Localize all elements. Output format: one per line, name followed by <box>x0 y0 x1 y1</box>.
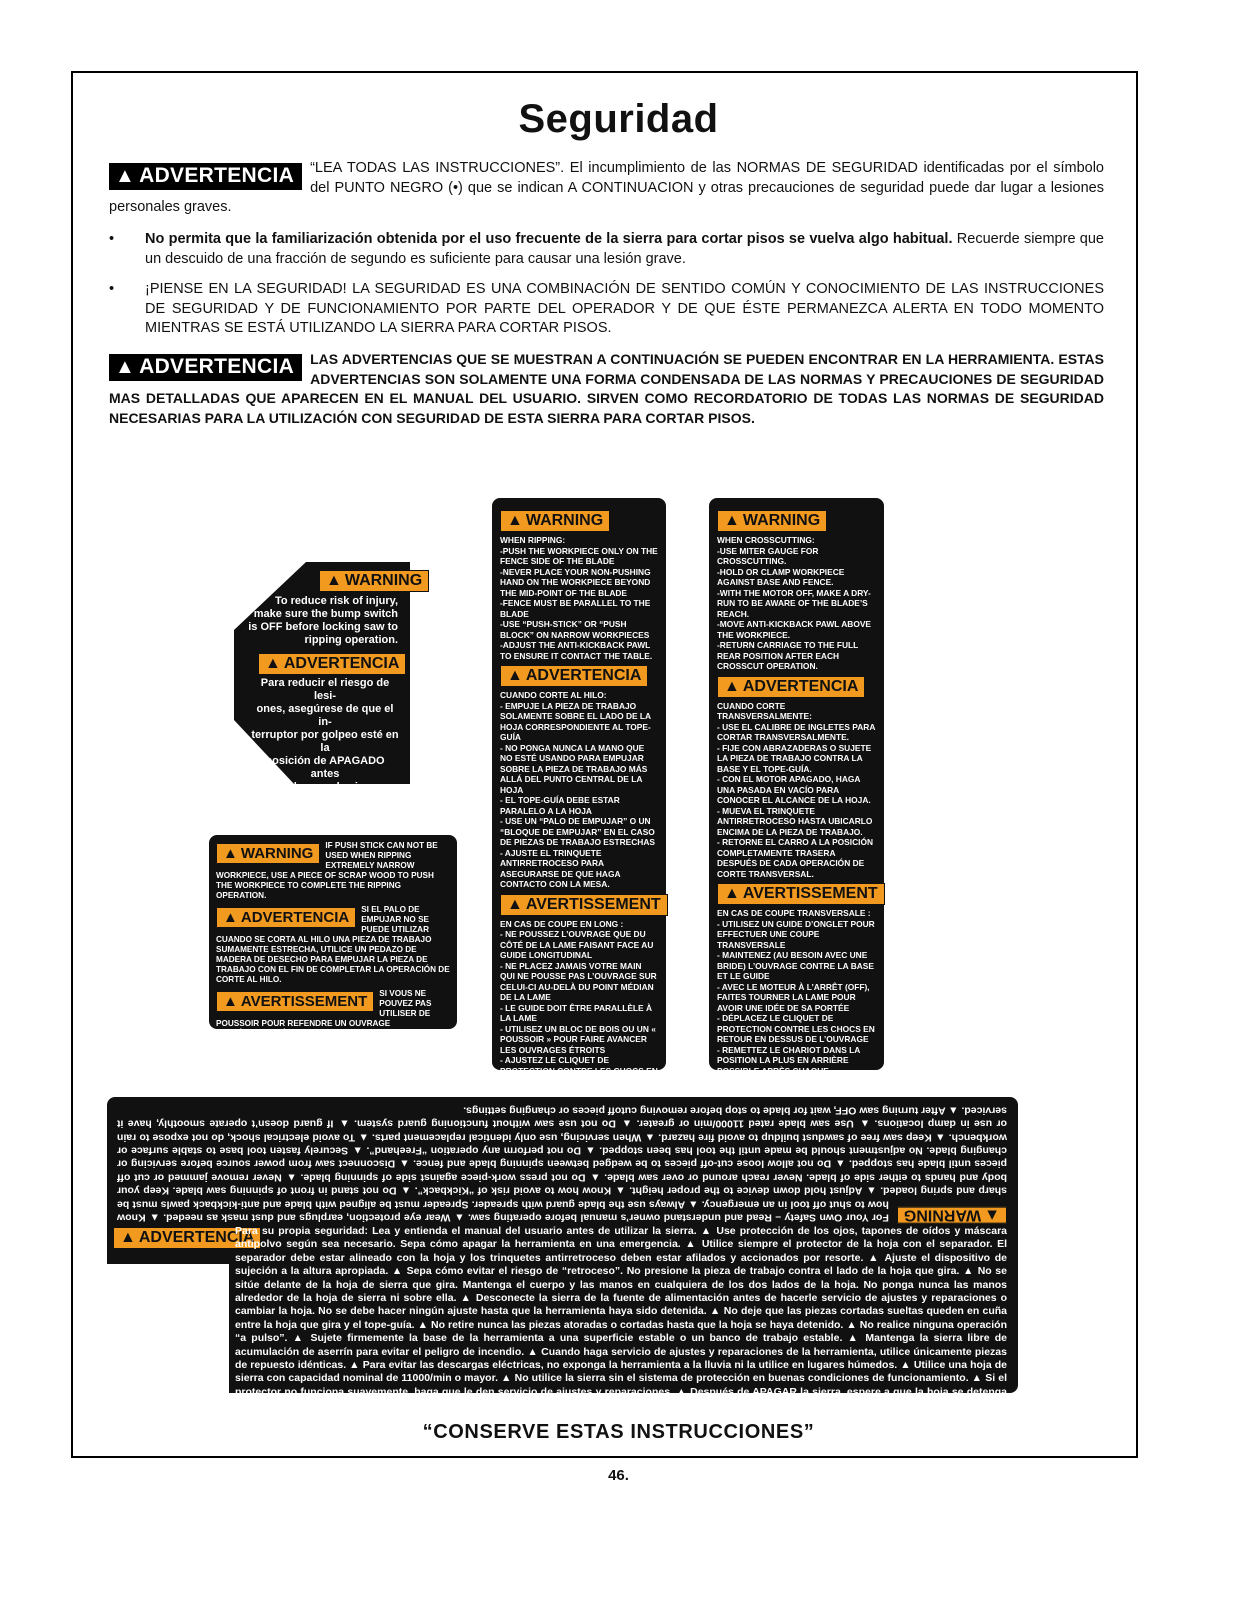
page-title: Seguridad <box>518 97 719 141</box>
warning-triangle-icon: ▲ <box>507 895 523 913</box>
ripping-label <box>492 498 666 1097</box>
avertissement-text: EN CAS DE COUPE EN LONG : - NE POUSSEZ L’OUVRAGE QUE DU CÔTÉ DE LA LAME FAISANT FACE AU GUIDE LONGITUDINAL - NE PLACEZ JAMAIS VOTRE MAIN QUI NE POUSSE PAS L’OUVRAGE SUR CELUI-CI AU-DELÀ DU POINT MÉDIAN DE LA LAME - LE GUIDE DOIT ÊTRE PARALLÈLE À LA LAME - UTILISEZ UN BLOC DE BOIS OU UN « POUSSOIR » POUR FAIRE AVANCER LES OUVRAGES ÉTROITS - AJUSTEZ LE CLIQUET DE PROTECTION CONTRE LES CHOCS EN RETOUR POUR ASSURER QU’IL EST BIEN EN CONTACT AVEC LA TABLE. <box>500 918 658 1097</box>
conserve-instructions-heading: “CONSERVE ESTAS INSTRUCCIONES” <box>422 1421 815 1443</box>
bullet-rest-text: Recuerde siempre que un descuido de una fracción de segundo es suficiente para causar una lesión grave. <box>145 231 1104 267</box>
warning-block <box>216 841 450 901</box>
avertissement-text: SI VOUS NE POUVEZ PAS UTILISER DE POUSSOIR POUR REFENDRE UN OUVRAGE EXTRÊMEMENT ÉTROIT, UTILISEZ UN MORCEAU DE BOIS POUR POUSSER L’OUVRAGE AFIN DE COMPLÉTER L’OPÉRATION DE REFENTE. <box>216 989 446 1058</box>
warning-triangle-icon: ▲ <box>223 845 238 862</box>
avertissement-block <box>216 989 450 1059</box>
avertissement-tag: ▲ AVERTISSEMENT <box>216 991 374 1012</box>
warning-triangle-icon: ▲ <box>223 909 238 926</box>
bump-switch-label <box>234 562 423 819</box>
advertencia-text: Para su propia seguridad: Lea y entienda el manual del usuario antes de utilizar la sierra. ▲ Use protección de los ojos, tapones de oídos y máscara antipolvo según sea necesario. Sepa cómo apagar la herramienta en una emergencia. ▲ Utilice siempre el protector de la hoja con el separador. El separador debe estar alineado con la hoja y los trinquetes antirretroceso deben estar afilados y accionados por resorte. ▲ Ajuste el dispositivo de sujeción a la altura apropiada. ▲ Sepa cómo evitar el riesgo de “retroceso”. No presione la pieza de trabajo contra el lado de la hoja que gira. ▲ No se sitúe delante de la hoja de sierra que gira. Mantenga el cuerpo y las manos en cualquiera de los dos lados de la hoja. No ponga nunca las manos alrededor de la hoja de sierra ni sobre ella. ▲ Desconecte la sierra de la fuente de alimentación antes de hacerle servicio de ajustes y reparaciones o cambiar la hoja. No se debe hacer ningún ajuste hasta que la herramienta haya sido detenida. ▲ No deje que las piezas cortadas sueltas queden en cuña entre la hoja que gira y el tope-guía. ▲ No retire nunca las piezas atoradas o cortadas hasta que la hoja se haya detenido. ▲ No realice ninguna operación “a pulso”. ▲ Sujete firmemente la base de la herramienta a una superficie estable o un banco de trabajo estable. ▲ Mantenga la sierra libre de acumulación de aserrín para evitar el peligro de incendio. ▲ Cuando haga servicio de ajustes y reparaciones de la herramienta, utilice únicamente piezas de repuesto idénticas. ▲ Para evitar las descargas eléctricas, no exponga la herramienta a la lluvia ni la utilice en lugares húmedos. ▲ Utilice una hoja de sierra con capacidad nominal de 11000/min o mayor. ▲ No utilice la sierra sin el sistema de protección en buenas condiciones de funcionamiento. ▲ Si el protector no funciona suavemente, haga que le den servicio de ajustes y reparaciones. ▲ Después de APAGAR la sierra, espere a que la hoja se detenga antes de retirar las piezas cortadas o cambiar los ajustes. <box>235 1225 1007 1412</box>
advertencia-badge: ▲ ADVERTENCIA <box>109 163 302 190</box>
crosscut-label <box>709 498 884 1097</box>
advertencia-text: Para reducir el riesgo de lesi- ones, asegúrese de que el in- terruptor por golpeo esté en la posición de APAGADO antes de bloquear la sierra para la operación de corte al hilo. <box>251 677 399 819</box>
warning-tag: ▲WARNING <box>897 1206 1007 1223</box>
advertencia-block <box>216 905 450 985</box>
bullet-text: ¡PIENSE EN LA SEGURIDAD! LA SEGURIDAD ES UNA COMBINACIÓN DE SENTIDO COMÚN Y CONOCIMIENTO DE LAS INSTRUCCIONES DE SEGURIDAD Y DE FUNCIONAMIENTO POR PARTE DEL OPERADOR Y DE QUE ÉSTE PERMANEZCA ALERTA EN TODO MOMENTO MIENTRAS SE ESTÁ UTILIZANDO LA SIERRA PARA CORTAR PISOS. <box>145 281 1104 336</box>
advertencia-tag: ▲ ADVERTENCIA <box>500 665 648 687</box>
bullet-dot: • <box>109 281 115 297</box>
warning-text: To reduce risk of injury, make sure the bump switch is OFF before locking saw to ripping operation. <box>248 595 398 646</box>
avertissement-tag: ▲ AVERTISSEMENT <box>500 894 668 916</box>
warning-triangle-icon: ▲ <box>120 1229 136 1246</box>
warning-triangle-icon: ▲ <box>507 512 523 529</box>
advertencia-tag: ▲ ADVERTENCIA <box>717 676 865 698</box>
warning-tag: ▲ WARNING <box>216 843 320 864</box>
advertencia-tag: ▲ ADVERTENCIA <box>216 907 356 928</box>
general-safety-label <box>107 1097 1018 1412</box>
bullet-bold-text: No permita que la familiarización obtenida por el uso frecuente de la sierra para cortar pisos se vuelva algo habitual. <box>145 231 953 247</box>
advertencia-text: CUANDO CORTE TRANSVERSALMENTE: - USE EL CALIBRE DE INGLETES PARA CORTAR TRANSVERSALMENTE. - FIJE CON ABRAZADERAS O SUJETE LA PIEZA DE TRABAJO CONTRA LA BASE Y EL TOPE-GUÍA. - CON EL MOTOR APAGADO, HAGA UNA PASADA EN VACÍO PARA CONOCER EL ALCANCE DE LA HOJA. - MUEVA EL TRINQUETE ANTIRRETROCESO HASTA UBICARLO ENCIMA DE LA PIEZA DE TRABAJO. - RETORNE EL CARRO A LA POSICIÓN COMPLETAMENTE TRASERA DESPUÉS DE CADA OPERACIÓN DE CORTE TRANSVERSAL. <box>717 700 876 879</box>
bullet-think-safety <box>109 280 1104 339</box>
warning-triangle-icon: ▲ <box>115 356 136 378</box>
english-upside-down-section <box>107 1097 1018 1224</box>
avertissement-tag: ▲ AVERTISSEMENT <box>717 883 885 905</box>
warning-triangle-icon: ▲ <box>724 512 740 529</box>
warning-triangle-icon: ▲ <box>507 667 523 684</box>
intro-text: “LEA TODAS LAS INSTRUCCIONES”. El incumplimiento de las NORMAS DE SEGURIDAD identificadas por el símbolo del PUNTO NEGRO (•) que se indican A CONTINUACION y otras precauciones de seguridad puede dar lugar a lesiones personales graves. <box>109 160 1104 215</box>
bullet-dot: • <box>109 231 115 247</box>
advertencia-badge: ▲ ADVERTENCIA <box>109 354 302 381</box>
warning-triangle-icon: ▲ <box>265 655 281 672</box>
warning-triangle-icon: ▲ <box>724 885 740 902</box>
advertencia-text: CUANDO CORTE AL HILO: - EMPUJE LA PIEZA DE TRABAJO SOLAMENTE SOBRE EL LADO DE LA HOJA CORRESPONDIENTE AL TOPE-GUÍA - NO PONGA NUNCA LA MANO QUE NO ESTÉ USANDO PARA EMPUJAR SOBRE LA PIEZA DE TRABAJO MÁS ALLÁ DEL PUNTO CENTRAL DE LA HOJA - EL TOPE-GUÍA DEBE ESTAR PARALELO A LA HOJA - USE UN “PALO DE EMPUJAR” O UN “BLOQUE DE EMPUJAR” EN EL CASO DE PIEZAS DE TRABAJO ESTRECHAS - AJUSTE EL TRINQUETE ANTIRRETROCESO PARA ASEGURARSE DE QUE HAGA CONTACTO CON LA MESA. <box>500 690 655 889</box>
push-stick-label <box>209 835 457 1058</box>
warning-tag: ▲ WARNING <box>500 510 610 532</box>
warning-text: WHEN CROSSCUTTING: -USE MITER GAUGE FOR CROSSCUTTING. -HOLD OR CLAMP WORKPIECE AGAINST BASE AND FENCE. -WITH THE MOTOR OFF, MAKE A DRY-RUN TO BE AWARE OF THE BLADE’S REACH. -MOVE ANTI-KICKBACK PAWL ABOVE THE WORKPIECE. -RETURN CARRIAGE TO THE FULL REAR POSITION AFTER EACH CROSSCUT OPERATION. <box>717 535 872 671</box>
english-text-block <box>117 1103 1007 1224</box>
label-notch <box>107 1264 229 1393</box>
warning-tag: ▲ WARNING <box>319 570 429 592</box>
warning-text: IF PUSH STICK CAN NOT BE USED WHEN RIPPING EXTREMELY NARROW WORKPIECE, USE A PIECE OF SCRAP WOOD TO PUSH THE WORKPIECE TO COMPLETE THE RIPPING OPERATION. <box>216 841 438 900</box>
page-number: 46. <box>608 1467 629 1484</box>
warning-triangle-icon: ▲ <box>326 572 342 589</box>
labels-intro-text: LAS ADVERTENCIAS QUE SE MUESTRAN A CONTINUACIÓN SE PUEDEN ENCONTRAR EN LA HERRAMIENTA. ESTAS ADVERTENCIAS SON SOLAMENTE UNA FORMA CONDENSADA DE LAS NORMAS Y PRECAUCIONES DE SEGURIDAD MAS DETALLADAS QUE APARECEN EN EL MANUAL DEL USUARIO. SIRVEN COMO RECORDATORIO DE TODAS LAS NORMAS DE SEGURIDAD NECESARIAS PARA LA UTILIZACIÓN CON SEGURIDAD DE ESTA SIERRA PARA CORTAR PISOS. <box>109 351 1104 426</box>
intro-paragraph <box>109 159 1104 218</box>
warning-tag: ▲ WARNING <box>717 510 827 532</box>
warning-text: For Your Own Safety – Read and understand owner’s manual before operating saw. ▲ Wear eye protection, earplugs and dust mask as needed. ▲ Know how to shut off tool in an emergency. ▲ Always use the blade guard with spreader. Spreader must be aligned with blade and anti-kickback pawls must be sharp and spring loaded. ▲ Adjust hold down device to the proper height. ▲ Know how to avoid risk of “Kickback”. ▲ Do not stand in front of spinning saw blade. Keep your body and hands to either side of blade. Never reach around or over saw blade. ▲ Do not press work-piece against side of spinning blade. ▲ Never remove jammed or cut off pieces until blade has stopped. ▲ Do not allow loose cut-off pieces to be wedged between spinning blade and fence. ▲ Disconnect saw from power source before servicing or changing blade. No adjustment should be made until the tool has been stopped. ▲ Do not perform any operation “Freehand”. ▲ Securely fasten tool base to stable surface or workbench. ▲ Keep saw free of sawdust buildup to avoid fire hazard. ▲ When servicing, use only identical replacement parts. ▲ To avoid electrical shock, do not expose to rain or use in damp locations. ▲ Use saw blade rated 11000/min or greater. ▲ Do not use saw without functioning guard system. ▲ If guard doesn’t operate smoothly, have it serviced. ▲ After turning saw OFF, wait for blade to stop before removing cutoff pieces or changing settings. <box>117 1104 1007 1224</box>
labels-intro-paragraph <box>109 350 1104 428</box>
warning-triangle-icon: ▲ <box>984 1206 1000 1224</box>
warning-triangle-icon: ▲ <box>724 677 740 695</box>
bullet-familiarity <box>109 230 1104 269</box>
advertencia-text: SI EL PALO DE EMPUJAR NO SE PUEDE UTILIZAR CUANDO SE CORTA AL HILO UNA PIEZA DE TRABAJO SUMAMENTE ESTRECHA, UTILICE UN PEDAZO DE MADERA DE DESECHO PARA EMPUJAR LA PIEZA DE TRABAJO CON EL FIN DE COMPLETAR LA OPERACIÓN DE CORTE AL HILO. <box>216 905 450 984</box>
avertissement-text: EN CAS DE COUPE TRANSVERSALE : - UTILISEZ UN GUIDE D’ONGLET POUR EFFECTUER UNE COUPE TRANSVERSALE - MAINTENEZ (AU BESOIN AVEC UNE BRIDE) L’OUVRAGE CONTRE LA BASE ET LE GUIDE - AVEC LE MOTEUR À L’ARRÊT (OFF), FAITES TOURNER LA LAME POUR AVOIR UNE IDÉE DE SA PORTÉE - DÉPLACEZ LE CLIQUET DE PROTECTION CONTRE LES CHOCS EN RETOUR EN DESSUS DE L’OUVRAGE - REMETTEZ LE CHARIOT DANS LA POSITION LA PLUS EN ARRIÈRE POSSIBLE APRÈS CHAQUE OPÉRATION DE COUPE TRANSVERSALE. <box>717 908 875 1097</box>
warning-triangle-icon: ▲ <box>223 993 238 1010</box>
advertencia-tag: ▲ ADVERTENCIA <box>113 1227 261 1249</box>
warning-text: WHEN RIPPING: -PUSH THE WORKPIECE ONLY ON THE FENCE SIDE OF THE BLADE -NEVER PLACE YOUR NON-PUSHING HAND ON THE WORKPIECE BEYOND THE MID-POINT OF THE BLADE -FENCE MUST BE PARALLEL TO THE BLADE -USE “PUSH-STICK” OR “PUSH BLOCK” ON NARROW WORKPIECES -ADJUST THE ANTI-KICKBACK PAWL TO ENSURE IT CONTACT THE TABLE. <box>500 535 658 661</box>
advertencia-tag: ▲ ADVERTENCIA <box>258 653 406 675</box>
warning-triangle-icon: ▲ <box>115 165 136 187</box>
